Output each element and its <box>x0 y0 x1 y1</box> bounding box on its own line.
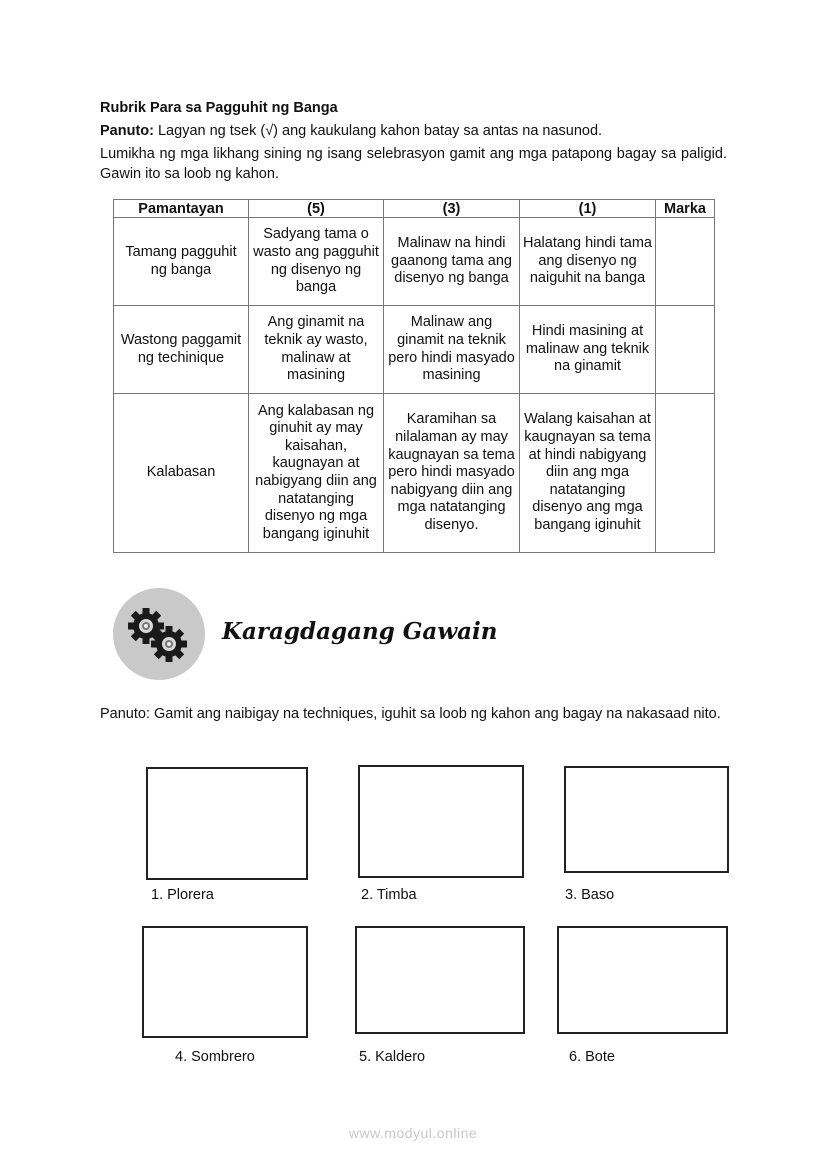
instruction-label: Panuto: <box>100 123 154 139</box>
drawing-box-label: 2. Timba <box>361 887 417 903</box>
header-marka: Marka <box>656 200 715 218</box>
criterion-cell: Tamang pagguhit ng banga <box>114 218 249 306</box>
drawing-box-timba[interactable] <box>358 765 524 878</box>
section-heading: Karagdagang Gawain <box>222 618 498 645</box>
table-row <box>114 306 715 394</box>
score-1-cell[interactable]: Walang kaisahan at kaugnayan sa tema at hindi nabigyang diin ang mga natatanging disenyo ang mga bangang iginuhit <box>520 394 656 553</box>
score-1-cell[interactable]: Halatang hindi tama ang disenyo ng naiguhit na banga <box>520 218 656 306</box>
section-instruction: Panuto: Gamit ang naibigay na techniques, iguhit sa loob ng kahon ang bagay na nakasaad nito. <box>100 706 721 722</box>
table-row <box>114 394 715 553</box>
rubric-table <box>113 199 715 553</box>
marka-cell[interactable] <box>656 218 715 306</box>
drawing-box-label: 1. Plorera <box>151 887 214 903</box>
table-row <box>114 218 715 306</box>
score-5-cell[interactable]: Ang kalabasan ng ginuhit ay may kaisahan, kaugnayan at nabigyang diin ang natatanging disenyo ng mga bangang iginuhit <box>249 394 384 553</box>
drawing-box-kaldero[interactable] <box>355 926 525 1034</box>
drawing-box-label: 5. Kaldero <box>359 1049 426 1065</box>
instruction-text: Lagyan ng tsek (√) ang kaukulang kahon batay sa antas na nasunod. <box>153 123 603 139</box>
drawing-box-bote[interactable] <box>557 926 728 1034</box>
score-5-cell[interactable]: Ang ginamit na teknik ay wasto, malinaw at masining <box>249 306 384 394</box>
gears-icon <box>113 588 205 680</box>
watermark: www.modyul.online <box>348 1125 478 1141</box>
score-1-cell[interactable]: Hindi masining at malinaw ang teknik na ginamit <box>520 306 656 394</box>
rubric-instruction <box>100 121 730 141</box>
drawing-box-label: 4. Sombrero <box>175 1049 255 1065</box>
score-5-cell[interactable]: Sadyang tama o wasto ang pagguhit ng disenyo ng banga <box>249 218 384 306</box>
score-3-cell[interactable]: Karamihan sa nilalaman ay may kaugnayan sa tema pero hindi masyado nabigyang diin ang mga natatanging disenyo. <box>384 394 520 553</box>
task-text: Lumikha ng mga likhang sining ng isang selebrasyon gamit ang mga patapong bagay sa paligid. Gawin ito sa loob ng kahon. <box>100 146 727 182</box>
score-3-cell[interactable]: Malinaw ang ginamit na teknik pero hindi masyado masining <box>384 306 520 394</box>
criterion-cell: Kalabasan <box>114 394 249 553</box>
header-score-3: (3) <box>384 200 520 218</box>
rubric-title: Rubrik Para sa Pagguhit ng Banga <box>100 100 338 116</box>
score-3-cell[interactable]: Malinaw na hindi gaanong tama ang disenyo ng banga <box>384 218 520 306</box>
gears-icon-graphic <box>113 588 205 680</box>
drawing-box-label: 3. Baso <box>565 887 615 903</box>
drawing-box-sombrero[interactable] <box>142 926 308 1038</box>
drawing-box-plorera[interactable] <box>146 767 308 880</box>
marka-cell[interactable] <box>656 394 715 553</box>
drawing-box-baso[interactable] <box>564 766 729 873</box>
table-header-row <box>114 200 715 218</box>
drawing-box-label: 6. Bote <box>569 1049 615 1065</box>
header-score-5: (5) <box>249 200 384 218</box>
header-pamantayan: Pamantayan <box>114 200 249 218</box>
marka-cell[interactable] <box>656 306 715 394</box>
criterion-cell: Wastong paggamit ng techinique <box>114 306 249 394</box>
header-score-1: (1) <box>520 200 656 218</box>
